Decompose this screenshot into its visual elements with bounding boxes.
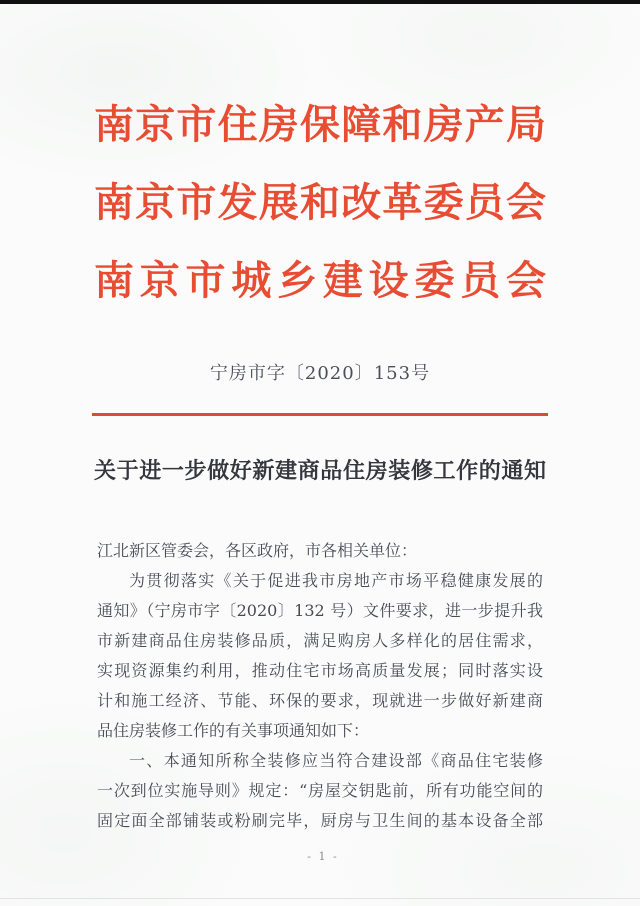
body-line: 通知》（宁房市字〔2020〕132 号）文件要求，进一步提升我 — [97, 601, 543, 620]
body-line: 为贯彻落实《关于促进我市房地产市场平稳健康发展的 — [129, 571, 543, 590]
body-line: 品住房装修工作的有关事项通知如下： — [97, 721, 370, 740]
agency-name-housing-bureau: 南京市住房保障和房产局 — [94, 101, 546, 148]
document-body — [97, 536, 543, 836]
agency-name-urban-rural-construction-commission: 南京市城乡建设委员会 — [94, 257, 546, 304]
agency-name-development-reform-commission: 南京市发展和改革委员会 — [94, 179, 546, 226]
scan-top-edge — [0, 0, 640, 4]
body-line-item-one: 一、本通知所称全装修应当符合建设部《商品住宅装修 — [129, 751, 543, 770]
page-number: - 1 - — [307, 850, 339, 863]
body-line: 固定面全部铺装或粉刷完毕，厨房与卫生间的基本设备全部 — [97, 811, 543, 830]
document-number: 宁房市字〔2020〕153号 — [209, 363, 431, 384]
issuing-agencies-header — [0, 0, 640, 320]
red-divider-line — [92, 413, 548, 416]
body-line-salutation: 江北新区管委会，各区政府，市各相关单位： — [97, 541, 418, 560]
body-line: 市新建商品住房装修品质，满足购房人多样化的居住需求， — [97, 631, 543, 650]
scan-bottom-edge — [0, 898, 640, 899]
body-line: 一次到位实施导则》规定：“房屋交钥匙前，所有功能空间的 — [97, 781, 543, 800]
document-title: 关于进一步做好新建商品住房装修工作的通知 — [94, 458, 546, 484]
body-line: 计和施工经济、节能、环保的要求，现就进一步做好新建商 — [97, 691, 543, 710]
body-line: 实现资源集约利用，推动住宅市场高质量发展；同时落实设 — [97, 661, 543, 680]
